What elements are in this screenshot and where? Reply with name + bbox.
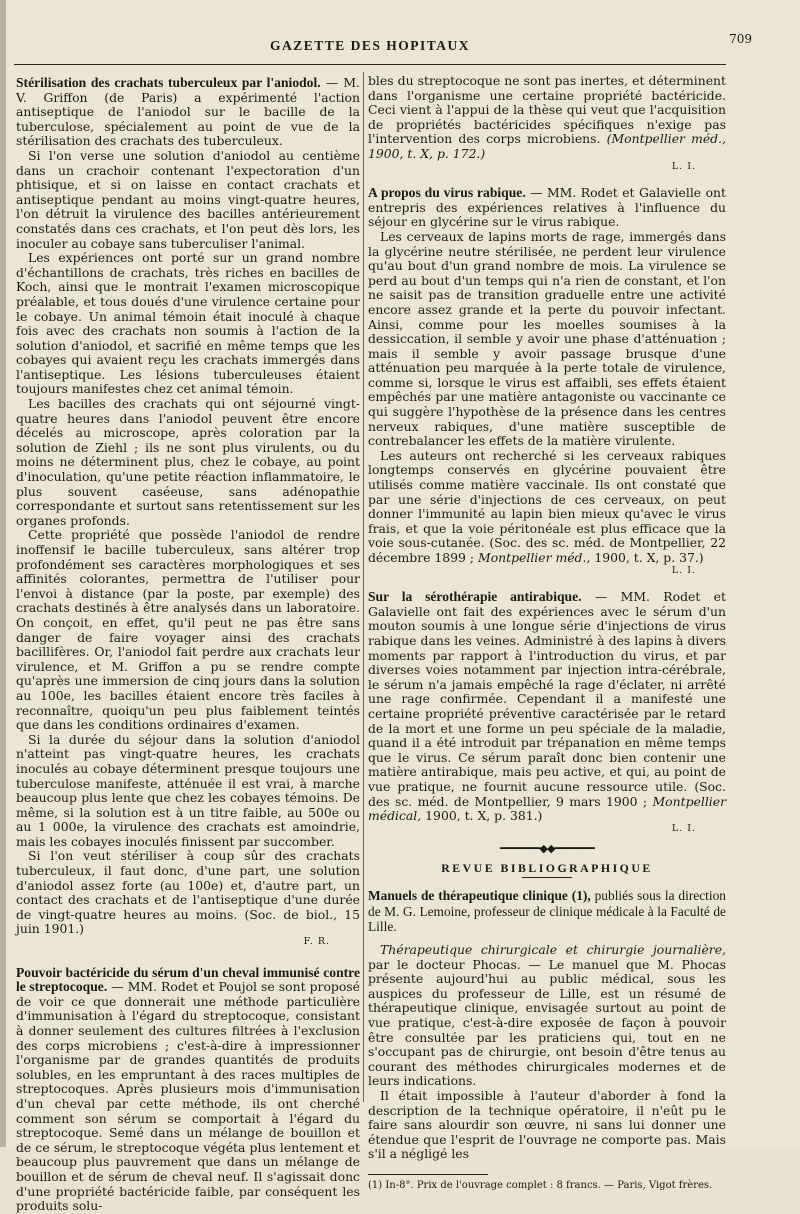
review-paragraph <box>368 943 726 1089</box>
article-paragraph: Cette propriété que possède l'aniodol de rendre inoffensif le bacille tuberculeux, sans altérer trop profondément ses caractères morphologiques et ses affinités colorantes, permettra de l'utiliser pour l'envoi à distance (par la poste, par exemple) des crachats destinés à être analysés dans un laboratoire. On conçoit, en effet, qu'il peut ne pas être sans danger de faire voyager ainsi des crachats bacillifères. Or, l'aniodol fait perdre aux crachats leur virulence, et M. Griffon a pu se rendre compte qu'après une immersion de cinq jours dans la solution au 100e, les bacilles étaient encore très faciles à reconnaître, quoiqu'un peu plus faiblement teintés que dans les conditions ordinaires d'examen. <box>16 527 360 733</box>
article-title: A propos du virus rabique. <box>368 185 526 201</box>
journal-reference: Montpellier médical, <box>368 793 726 824</box>
article-virus-rabique <box>368 186 726 230</box>
article-continuation <box>368 74 726 162</box>
article-signature: L. I. <box>671 160 696 172</box>
article-title: Pouvoir bactéricide du sérum d'un cheval immunisé contre le streptocoque. <box>16 964 360 995</box>
article-paragraph: — MM. Rodet et Poujol se sont proposé de voir ce que donnerait une méthode particulière d'immunisation à l'égard du streptocoque, consistant à donner seulement des cultures filtrées à l'exclusion des corps microbiens ; c'est-à-dire à impressionner l'organisme par de grandes quantités de produits solubles, en les empruntant à des races multiples de streptocoques. Après plusieurs mois d'immunisation d'un cheval par cette méthode, ils ont cherché comment son sérum se comportait à l'égard du streptocoque. Semé dans un mélange de bouillon et de ce sérum, le streptocoque végéta plus lentement et beaucoup plus pauvrement que dans un mélange de bouillon et de sérum de cheval neuf. Il s'agissait donc d'une propriété bactéricide faible, par conséquent les produits solu- <box>16 979 360 1214</box>
article-serotherapie <box>368 590 726 824</box>
paragraph-text: par le docteur Phocas. — Le manuel que M. Phocas présente aujourd'hui au public médical, sous les auspices du professeur de Lille, est un résumé de thérapeutique clinique, envisagée surtout au point de vue pratique, c'est-à-dire exposée de façon à pouvoir être consultée par les praticiens qui, tout en ne s'occupant pas de chirurgie, ont besoin d'être tenus au courant des méthodes chirurgicales modernes et de leurs indications. <box>368 956 726 1089</box>
right-column <box>368 74 726 1193</box>
journal-reference: (Montpellier méd., 1900, t. X, p. 172.) <box>368 131 726 161</box>
footnote-rule <box>368 1174 488 1175</box>
book-title: Manuels de thérapeutique clinique (1), <box>368 888 591 904</box>
article-paragraph: — MM. Rodet et Galavielle ont entrepris des expériences relatives à l'influence du séjour en glycérine sur le virus rabique. <box>368 185 726 230</box>
review-paragraph: Il était impossible à l'auteur d'aborder à fond la description de la technique opératoire, il n'eût pu le faire sans alourdir son œuvre, ni sans lui donner une étendue que l'esprit de l'ouvrage ne comporte pas. Mais s'il a négligé les <box>368 1087 726 1162</box>
article-title: Stérilisation des crachats tuberculeux par l'aniodol. <box>16 75 321 90</box>
page-header <box>8 32 752 58</box>
article-paragraph <box>368 449 726 566</box>
paragraph-text: 1900, t. X, p. 381.) <box>425 808 543 824</box>
left-column <box>16 74 360 1214</box>
journal-reference: Montpellier méd., <box>478 550 591 565</box>
article-paragraph: bles du streptocoque ne sont pas inertes, et déterminent dans l'organisme une certaine propriété bactéricide. Ceci vient à l'appui de la thèse qui veut que l'acquisition de propriétés bactéricides spécifiques n'exige pas l'intervention des corps microbiens. <box>368 73 726 147</box>
article-signature: F. R. <box>303 936 330 948</box>
article-paragraph: Si l'on veut stériliser à coup sûr des crachats tuberculeux, il faut donc, d'une part, une solution d'aniodol assez forte (au 100e) et, d'autre part, un contact des crachats et de l'antiseptique d'une durée de vingt-quatre heures au moins. (Soc. de biol., 15 juin 1901.) <box>16 848 360 937</box>
running-title: GAZETTE DES HOPITAUX <box>270 38 471 53</box>
article-paragraph: Les cerveaux de lapins morts de rage, immergés dans la glycérine neutre stérilisée, ne perdent leur virulence qu'au bout d'un grand nombre de mois. La virulence se perd au bout d'un temps qui n'a rien de constant, et l'on ne saisit pas de transition graduelle entre une activité encore assez grande et la perte du pouvoir infectant. Ainsi, comme pour les moelles soumises à la dessiccation, il semble y avoir une phase d'atténuation ; mais il semble y avoir passage brusque d'une atténuation peu marquée à la perte totale de virulence, comme si, lorsque le virus est affaibli, ses effets étaient empêchés par une matière antagoniste ou vaccinante ce qui suggère l'hypothèse de la présence dans les centres nerveux rabiques, d'une matière susceptible de contrebalancer les effets de la matière virulente. <box>368 228 726 449</box>
article-serum-cheval <box>16 966 360 1214</box>
section-heading: REVUE BIBLIOGRAPHIQUE <box>441 860 653 875</box>
article-paragraph: Les bacilles des crachats qui ont séjourné vingt-quatre heures dans l'aniodol peuvent être encore décelés au microscope, après coloration par la solution de Ziehl ; ils ne sont plus virulents, ou du moins ne déterminent plus, chez le cobaye, au point d'inoculation, qu'une petite réaction inflammatoire, le plus souvent caséeuse, sans adénopathie correspondante et surtout sans retentissement sur les organes profonds. <box>16 396 360 528</box>
book-title-rest: publiés sous la direction de M. G. Lemoine, professeur de clinique médicale à la Faculté de Lille. <box>368 888 726 935</box>
column-separator <box>363 72 364 1102</box>
section-rule <box>522 877 572 878</box>
article-paragraph: Les expériences ont porté sur un grand nombre d'échantillons de crachats, très riches en bacilles de Koch, ainsi que le montrait l'examen microscopique préalable, et tous doués d'une virulence certaine pour le cobaye. Un animal témoin était inoculé à chaque fois avec des crachats non soumis à l'action de la solution d'aniodol, et sacrifié en même temps que les cobayes qui avaient reçu les crachats immergés dans l'antiseptique. Les lésions tuberculeuses étaient toujours manifestes chez cet animal témoin. <box>16 250 360 397</box>
article-signature: L. I. <box>671 564 696 576</box>
paragraph-text: Les auteurs ont recherché si les cerveaux rabiques longtemps conservés en glycérine pouvaient être utilisés comme matière vaccinale. Ils ont constaté que par une série d'injections de ces cerveaux, on peut donner l'immunité au lapin bien mieux qu'avec le virus frais, et que la voie péritonéale est plus efficace que la voie sous-cutanée. (Soc. des sc. méd. de Montpellier, 22 décembre 1899 ; <box>368 447 726 565</box>
article-paragraph: Si la durée du séjour dans la solution d'aniodol n'atteint pas vingt-quatre heures, les crachats inoculés au cobaye déterminent presque toujours une tuberculose manifeste, atténuée il est vrai, à marche beaucoup plus lente que chez les cobayes témoins. De même, si la solution est à un titre faible, au 500e ou au 1 000e, la virulence des crachats est amoindrie, mais les cobayes inoculés finissent par succomber. <box>16 731 360 849</box>
article-signature: L. I. <box>671 822 696 834</box>
header-rule <box>14 64 726 65</box>
review-book-title <box>368 888 726 935</box>
page-binding-edge <box>0 0 6 1147</box>
page-number: 709 <box>729 32 752 46</box>
section-ornament: ━━━━━━━◆◆━━━━━━━ <box>500 842 594 856</box>
paragraph-text: 1900, t. X, p. 37.) <box>594 550 704 565</box>
review-subtitle: Thérapeutique chirurgicale et chirurgie journalière, <box>380 941 726 957</box>
article-paragraph: — M. V. Griffon (de Paris) a expérimenté l'action antiseptique de l'aniodol sur le bacille de la tuberculose, spécialement au point de vue de la stérilisation des crachats des tuberculeux. <box>16 75 360 149</box>
paragraph-text: — MM. Rodet et Galavielle ont fait des expériences avec le sérum d'un mouton soumis à une longue série d'injections de virus rabique dans les veines. Administré à des lapins à divers moments par rapport à l'introduction du virus, et par diverses voies notamment par injection intra-cérébrale, le sérum n'a jamais empêché la rage d'éclater, ni arrêté une rage confirmée. Cependant il a manifesté une certaine propriété préventive caractérisée par le retard de la mort et une forme un peu spéciale de la maladie, quand il a été introduit par trépanation en même temps que le virus. Ce sérum paraît donc bien contenir une matière antirabique, mais peu active, et qui, au point de vue pratique, ne fournit aucune ressource utile. (Soc. des sc. méd. de Montpellier, 9 mars 1900 ; <box>368 589 726 809</box>
article-aniodol <box>16 76 360 149</box>
footnote: (1) In-8°. Prix de l'ouvrage complet : 8 francs. — Paris, Vigot frères. <box>368 1179 713 1191</box>
article-paragraph: Si l'on verse une solution d'aniodol au centième dans un crachoir contenant l'expectoration d'un phtisique, et si on laisse en contact crachats et antiseptique pendant au moins vingt-quatre heures, l'on détruit la virulence des bacilles antérieurement constatés dans ces crachats, et l'on peut dès lors, les inoculer au cobaye sans tuberculiser l'animal. <box>16 147 360 251</box>
article-title: Sur la sérothérapie antirabique. <box>368 589 582 605</box>
